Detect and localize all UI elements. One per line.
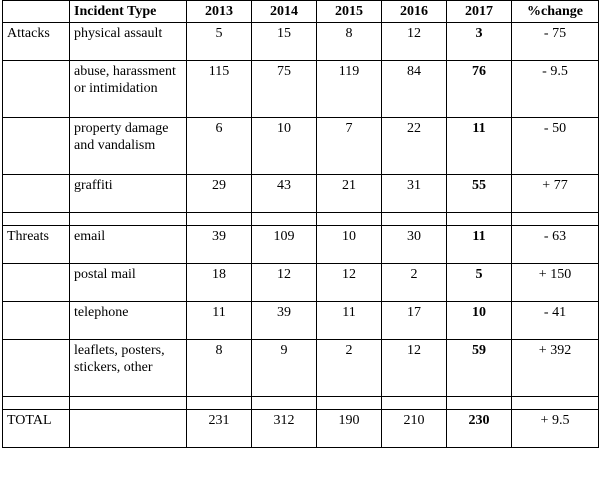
value-2014: 43 bbox=[252, 175, 317, 213]
value-2016: 84 bbox=[382, 61, 447, 118]
type-cell: postal mail bbox=[70, 264, 187, 302]
group-cell: Threats bbox=[3, 226, 70, 264]
value-2015: 21 bbox=[317, 175, 382, 213]
value-change: - 41 bbox=[512, 302, 599, 340]
type-cell: property damage and vandalism bbox=[70, 118, 187, 175]
value-2017: 230 bbox=[447, 410, 512, 448]
value-change: + 77 bbox=[512, 175, 599, 213]
value-change: - 63 bbox=[512, 226, 599, 264]
value-change: - 75 bbox=[512, 23, 599, 61]
value-2015: 12 bbox=[317, 264, 382, 302]
value-2013: 8 bbox=[187, 340, 252, 397]
header-group bbox=[3, 1, 70, 23]
header-change: %change bbox=[512, 1, 599, 23]
value-2013: 11 bbox=[187, 302, 252, 340]
group-cell: Attacks bbox=[3, 23, 70, 61]
group-cell bbox=[3, 175, 70, 213]
value-2017: 11 bbox=[447, 118, 512, 175]
value-2017: 76 bbox=[447, 61, 512, 118]
group-cell bbox=[3, 61, 70, 118]
value-2016: 17 bbox=[382, 302, 447, 340]
value-change: + 9.5 bbox=[512, 410, 599, 448]
type-cell: telephone bbox=[70, 302, 187, 340]
value-2014: 10 bbox=[252, 118, 317, 175]
value-2015: 119 bbox=[317, 61, 382, 118]
value-2016: 31 bbox=[382, 175, 447, 213]
table-row bbox=[3, 118, 599, 175]
value-2014: 75 bbox=[252, 61, 317, 118]
table-row bbox=[3, 175, 599, 213]
header-2013: 2013 bbox=[187, 1, 252, 23]
value-2013: 231 bbox=[187, 410, 252, 448]
value-2017: 10 bbox=[447, 302, 512, 340]
header-2017: 2017 bbox=[447, 1, 512, 23]
value-change: + 392 bbox=[512, 340, 599, 397]
group-cell bbox=[3, 340, 70, 397]
value-2014: 9 bbox=[252, 340, 317, 397]
value-2013: 29 bbox=[187, 175, 252, 213]
value-change: - 50 bbox=[512, 118, 599, 175]
value-2016: 210 bbox=[382, 410, 447, 448]
value-2014: 109 bbox=[252, 226, 317, 264]
value-2014: 15 bbox=[252, 23, 317, 61]
incident-table bbox=[2, 0, 599, 448]
value-2013: 5 bbox=[187, 23, 252, 61]
value-2016: 12 bbox=[382, 340, 447, 397]
header-2016: 2016 bbox=[382, 1, 447, 23]
table-row bbox=[3, 61, 599, 118]
spacer-row bbox=[3, 213, 599, 226]
value-2014: 39 bbox=[252, 302, 317, 340]
type-cell: leaflets, posters, stickers, other bbox=[70, 340, 187, 397]
value-2013: 6 bbox=[187, 118, 252, 175]
value-change: + 150 bbox=[512, 264, 599, 302]
value-2017: 5 bbox=[447, 264, 512, 302]
spacer-row bbox=[3, 397, 599, 410]
value-2015: 10 bbox=[317, 226, 382, 264]
value-2015: 8 bbox=[317, 23, 382, 61]
value-2013: 39 bbox=[187, 226, 252, 264]
table-row bbox=[3, 264, 599, 302]
type-cell: email bbox=[70, 226, 187, 264]
value-2015: 2 bbox=[317, 340, 382, 397]
header-row bbox=[3, 1, 599, 23]
table-row bbox=[3, 226, 599, 264]
value-2015: 11 bbox=[317, 302, 382, 340]
header-2015: 2015 bbox=[317, 1, 382, 23]
group-cell bbox=[3, 118, 70, 175]
value-2016: 22 bbox=[382, 118, 447, 175]
value-2017: 59 bbox=[447, 340, 512, 397]
table-row bbox=[3, 340, 599, 397]
value-2015: 190 bbox=[317, 410, 382, 448]
value-2017: 3 bbox=[447, 23, 512, 61]
value-2016: 30 bbox=[382, 226, 447, 264]
type-cell: abuse, harassment or intimidation bbox=[70, 61, 187, 118]
value-2017: 55 bbox=[447, 175, 512, 213]
value-2013: 18 bbox=[187, 264, 252, 302]
table-row bbox=[3, 302, 599, 340]
value-2013: 115 bbox=[187, 61, 252, 118]
value-2014: 12 bbox=[252, 264, 317, 302]
table-row bbox=[3, 23, 599, 61]
type-cell bbox=[70, 410, 187, 448]
header-2014: 2014 bbox=[252, 1, 317, 23]
value-2016: 2 bbox=[382, 264, 447, 302]
group-cell bbox=[3, 264, 70, 302]
total-row bbox=[3, 410, 599, 448]
group-cell: TOTAL bbox=[3, 410, 70, 448]
value-change: - 9.5 bbox=[512, 61, 599, 118]
value-2016: 12 bbox=[382, 23, 447, 61]
value-2015: 7 bbox=[317, 118, 382, 175]
value-2017: 11 bbox=[447, 226, 512, 264]
value-2014: 312 bbox=[252, 410, 317, 448]
type-cell: graffiti bbox=[70, 175, 187, 213]
type-cell: physical assault bbox=[70, 23, 187, 61]
group-cell bbox=[3, 302, 70, 340]
header-incident-type: Incident Type bbox=[70, 1, 187, 23]
